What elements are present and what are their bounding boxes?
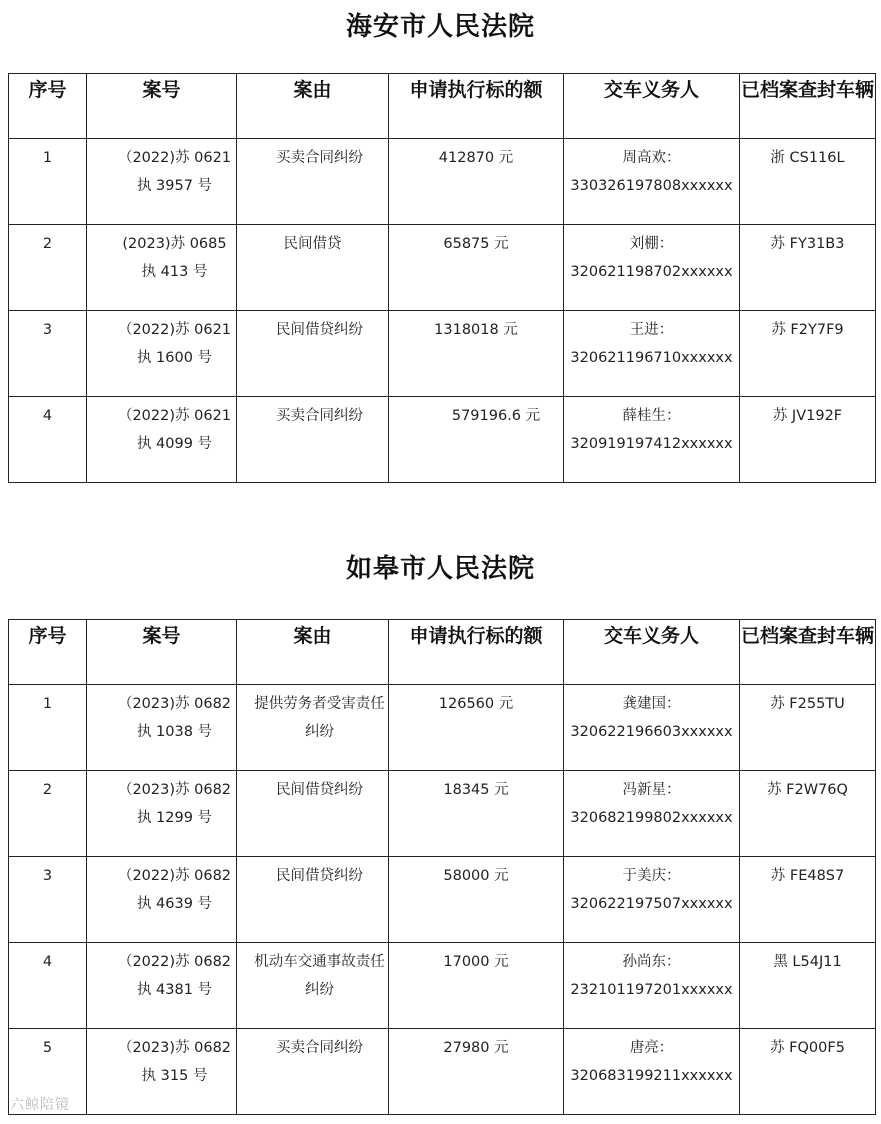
row-number: 1: [9, 685, 87, 771]
case-number: （2022)苏 0621 执 1600 号: [87, 311, 237, 397]
obligor-cell: [564, 771, 740, 857]
obligor-name: 龚建国：: [622, 696, 681, 712]
case-number: （2023)苏 0682 执 1299 号: [87, 771, 237, 857]
case-cause: 民间借贷纠纷: [237, 771, 389, 857]
table-row: [9, 225, 876, 311]
vehicle-plate: 苏 F255TU: [740, 685, 876, 771]
case-cause: 买卖合同纠纷: [237, 397, 389, 483]
obligor-cell: [564, 943, 740, 1029]
header-cause: 案由: [237, 74, 389, 139]
table-row: [9, 943, 876, 1029]
header-vehicle: 已档案查封车辆: [740, 620, 876, 685]
header-obligor: 交车义务人: [564, 74, 740, 139]
vehicle-plate: 苏 F2W76Q: [740, 771, 876, 857]
id-number: 320622196603xxxxxx: [570, 724, 733, 740]
case-cause: 买卖合同纠纷: [237, 1029, 389, 1115]
watermark: 六鲸陪镜: [10, 1097, 70, 1113]
enforcement-amount: 27980 元: [389, 1029, 564, 1115]
case-number: (2023)苏 0685 执 413 号: [87, 225, 237, 311]
id-number: 320919197412xxxxxx: [570, 436, 733, 452]
table-row: [9, 1029, 876, 1115]
enforcement-amount: 17000 元: [389, 943, 564, 1029]
haian-court-table: [8, 73, 876, 483]
case-number: （2023)苏 0682 执 315 号: [87, 1029, 237, 1115]
table-header-row: [9, 74, 876, 139]
obligor-name: 周高欢：: [622, 150, 681, 166]
court-title-rugao: 如皋市人民法院: [345, 554, 535, 584]
header-seq: 序号: [9, 620, 87, 685]
court-title-haian: 海安市人民法院: [345, 12, 535, 42]
case-cause: 机动车交通事故责任纠纷: [237, 943, 389, 1029]
header-case-no: 案号: [87, 620, 237, 685]
obligor-cell: [564, 397, 740, 483]
id-number: 320683199211xxxxxx: [570, 1068, 733, 1084]
case-cause: 民间借贷纠纷: [237, 857, 389, 943]
row-number: 5: [9, 1029, 87, 1115]
vehicle-plate: 苏 FE48S7: [740, 857, 876, 943]
vehicle-plate: 黑 L54J11: [740, 943, 876, 1029]
enforcement-amount: 18345 元: [389, 771, 564, 857]
id-number: 330326197808xxxxxx: [570, 178, 733, 194]
vehicle-plate: 苏 F2Y7F9: [740, 311, 876, 397]
obligor-name: 孙尚东：: [622, 954, 681, 970]
obligor-name: 王进：: [629, 322, 674, 338]
table-header-row: [9, 620, 876, 685]
case-number: （2022)苏 0682 执 4381 号: [87, 943, 237, 1029]
row-number: 3: [9, 857, 87, 943]
obligor-name: 薛桂生：: [622, 408, 681, 424]
header-cause: 案由: [237, 620, 389, 685]
table-row: [9, 397, 876, 483]
case-number: （2022)苏 0682 执 4639 号: [87, 857, 237, 943]
enforcement-amount: 126560 元: [389, 685, 564, 771]
obligor-name: 于美庆：: [622, 868, 681, 884]
table-row: [9, 139, 876, 225]
case-number: （2023)苏 0682 执 1038 号: [87, 685, 237, 771]
row-number: 3: [9, 311, 87, 397]
obligor-cell: [564, 1029, 740, 1115]
obligor-name: 唐亮：: [629, 1040, 674, 1056]
row-number: 4: [9, 943, 87, 1029]
table-row: [9, 857, 876, 943]
enforcement-amount: 412870 元: [389, 139, 564, 225]
vehicle-plate: 浙 CS116L: [740, 139, 876, 225]
case-number: （2022)苏 0621 执 4099 号: [87, 397, 237, 483]
case-cause: 提供劳务者受害责任纠纷: [237, 685, 389, 771]
rugao-court-table: [8, 619, 876, 1115]
obligor-cell: [564, 225, 740, 311]
id-number: 320621196710xxxxxx: [570, 350, 733, 366]
row-number: 1: [9, 139, 87, 225]
obligor-name: 刘棚：: [629, 236, 674, 252]
case-number: （2022)苏 0621 执 3957 号: [87, 139, 237, 225]
enforcement-amount: 579196.6 元: [389, 397, 564, 483]
header-vehicle: 已档案查封车辆: [740, 74, 876, 139]
vehicle-plate: 苏 FQ00F5: [740, 1029, 876, 1115]
header-case-no: 案号: [87, 74, 237, 139]
case-cause: 民间借贷: [237, 225, 389, 311]
vehicle-plate: 苏 FY31B3: [740, 225, 876, 311]
obligor-cell: [564, 311, 740, 397]
case-cause: 买卖合同纠纷: [237, 139, 389, 225]
header-seq: 序号: [9, 74, 87, 139]
enforcement-amount: 65875 元: [389, 225, 564, 311]
id-number: 320622197507xxxxxx: [570, 896, 733, 912]
obligor-cell: [564, 857, 740, 943]
row-number: 2: [9, 225, 87, 311]
row-number: 4: [9, 397, 87, 483]
header-amount: 申请执行标的额: [389, 620, 564, 685]
enforcement-amount: 58000 元: [389, 857, 564, 943]
enforcement-amount: 1318018 元: [389, 311, 564, 397]
header-amount: 申请执行标的额: [389, 74, 564, 139]
obligor-cell: [564, 139, 740, 225]
obligor-name: 冯新星：: [622, 782, 681, 798]
table-row: [9, 311, 876, 397]
table-row: [9, 685, 876, 771]
table-row: [9, 771, 876, 857]
id-number: 320621198702xxxxxx: [570, 264, 733, 280]
id-number: 232101197201xxxxxx: [570, 982, 733, 998]
case-cause: 民间借贷纠纷: [237, 311, 389, 397]
row-number: 2: [9, 771, 87, 857]
obligor-cell: [564, 685, 740, 771]
vehicle-plate: 苏 JV192F: [740, 397, 876, 483]
id-number: 320682199802xxxxxx: [570, 810, 733, 826]
header-obligor: 交车义务人: [564, 620, 740, 685]
